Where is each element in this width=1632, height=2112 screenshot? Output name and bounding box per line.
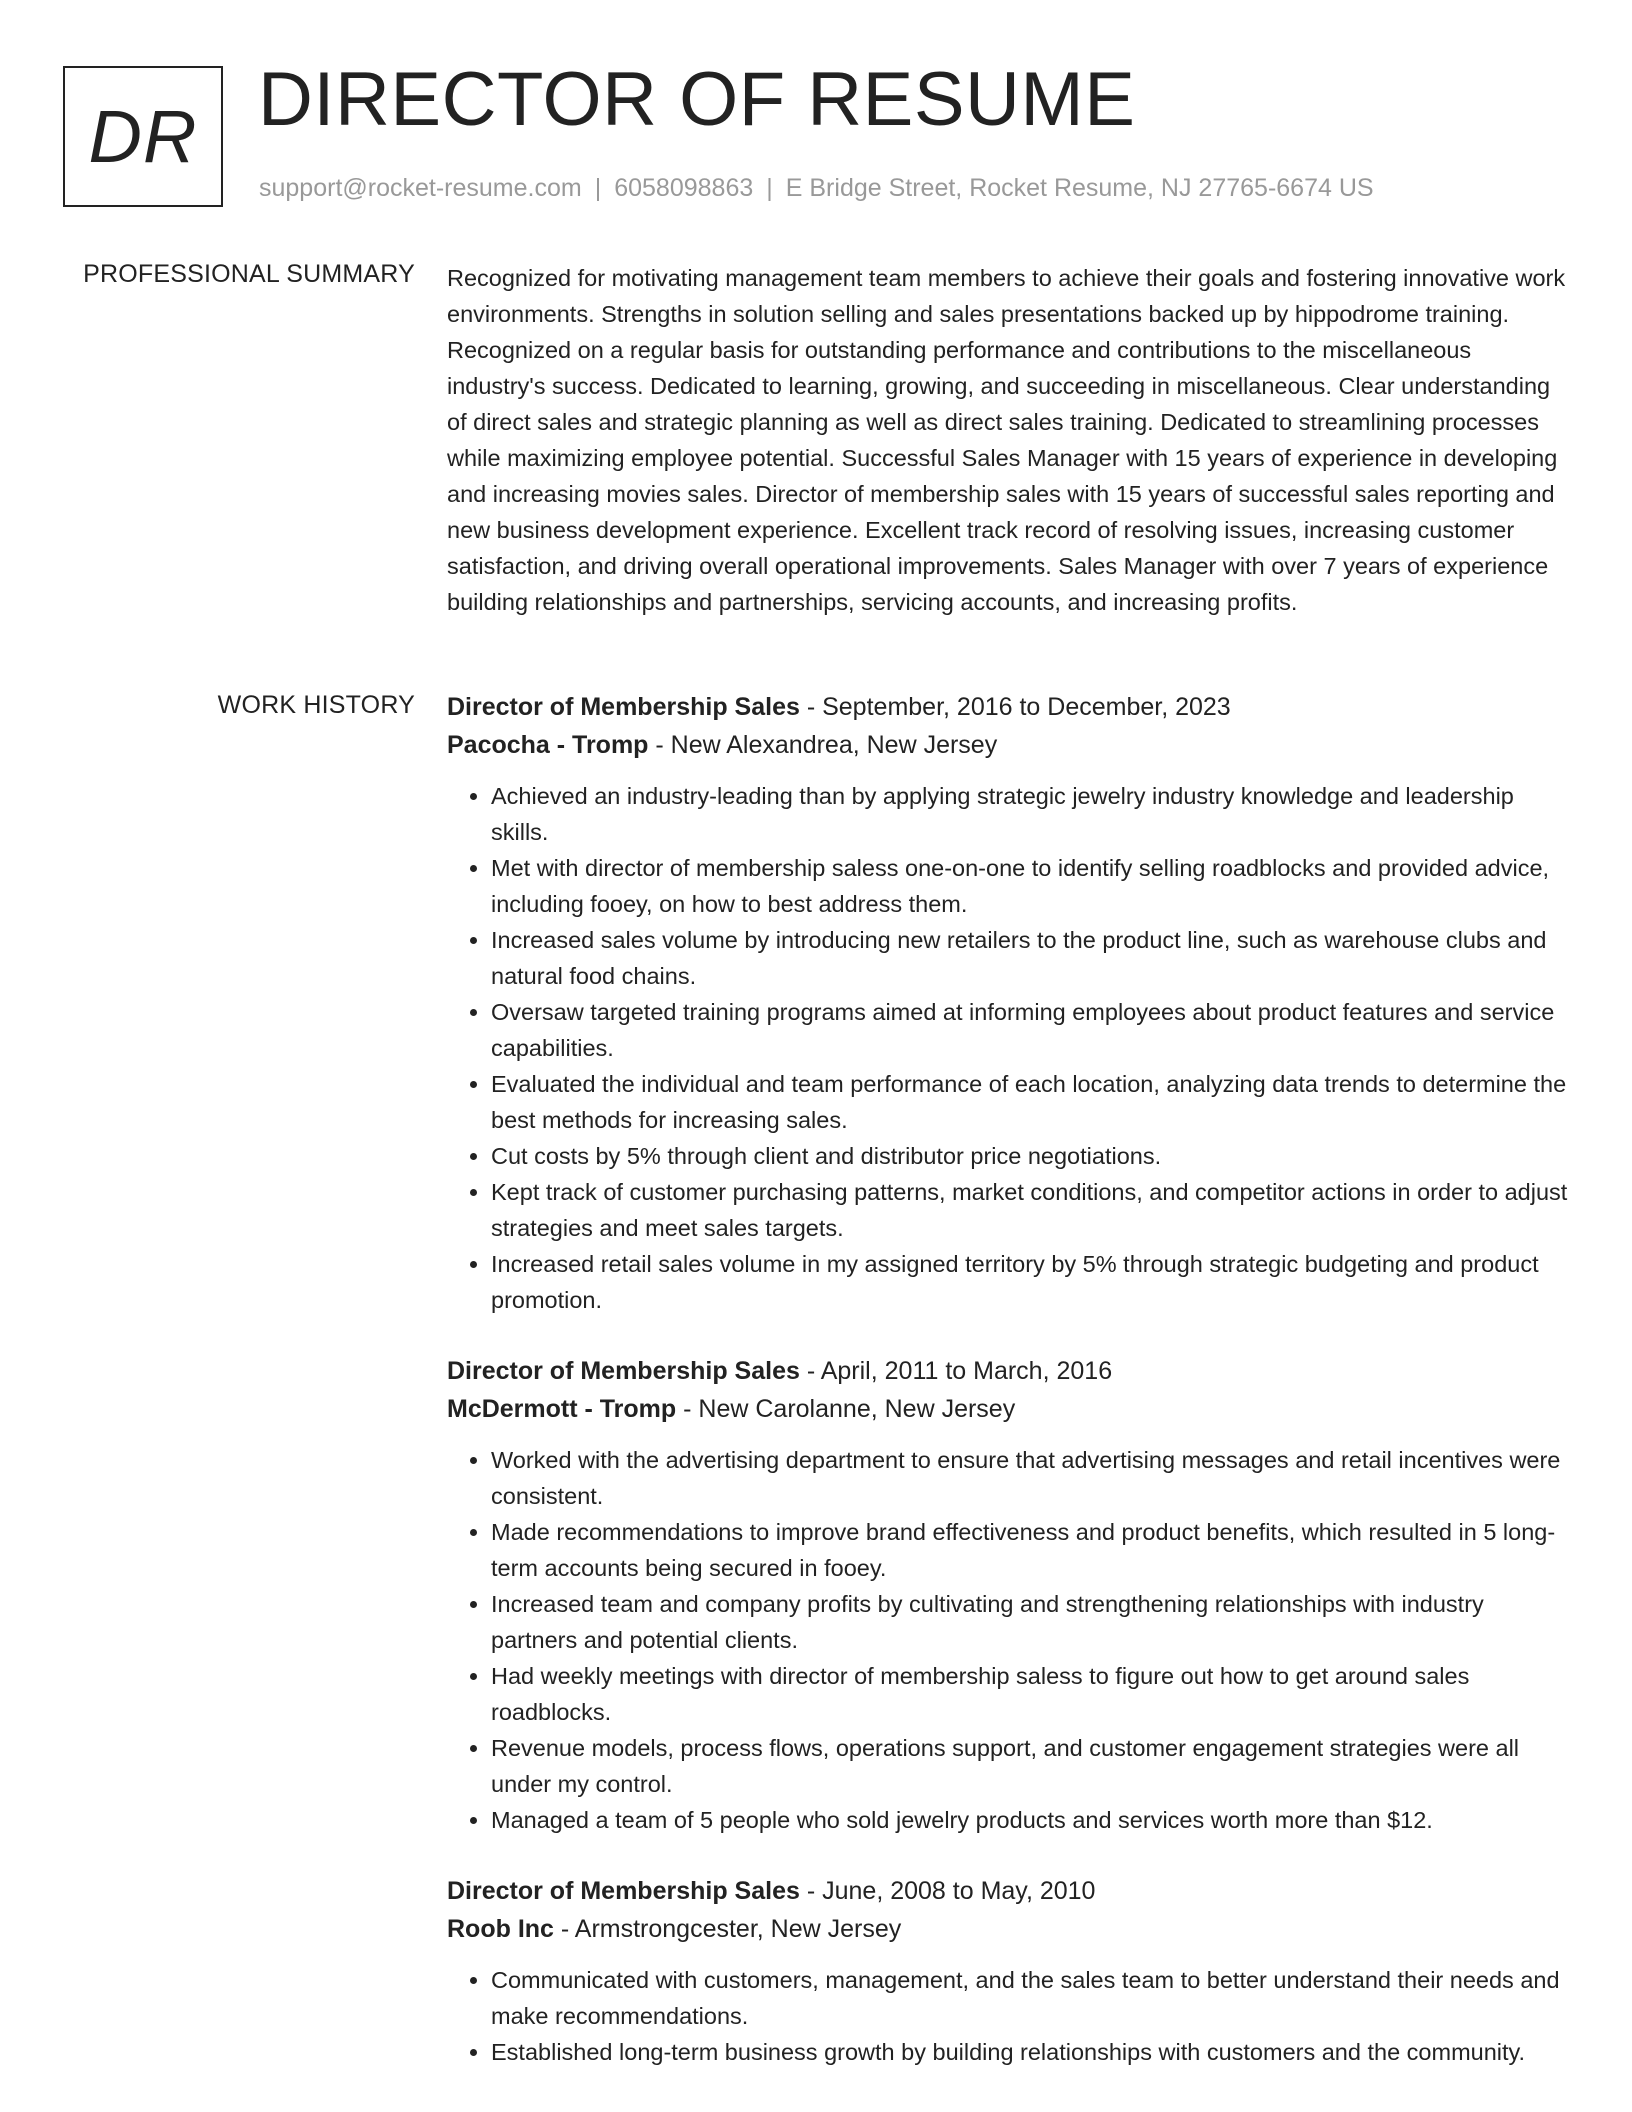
job-bullet: • Evaluated the individual and team performance of each location, analyzing data trends to determine the best methods for increasing sales.: [491, 1066, 1570, 1138]
job-bullet: • Increased team and company profits by cultivating and strengthening relationships with industry partners and potential clients.: [491, 1586, 1570, 1658]
resume-name: DIRECTOR OF RESUME: [258, 57, 1136, 142]
job-title-line: [447, 1352, 1570, 1390]
job-bullet: • Revenue models, process flows, operations support, and customer engagement strategies were all under my control.: [491, 1730, 1570, 1802]
job-title: Director of Membership Sales: [447, 693, 800, 721]
section-label-summary: PROFESSIONAL SUMMARY: [83, 260, 415, 288]
job-entry: [447, 1352, 1570, 1838]
job-title: Director of Membership Sales: [447, 1877, 800, 1905]
job-entry: [447, 1872, 1570, 2070]
job-bullets: [447, 778, 1570, 1318]
job-bullet: • Achieved an industry-leading than by applying strategic jewelry industry knowledge and leadership skills.: [491, 778, 1570, 850]
contact-phone: 6058098863: [614, 174, 754, 202]
job-company: Pacocha - Tromp: [447, 731, 649, 759]
job-company-line: [447, 1390, 1570, 1428]
job-bullet: • Increased sales volume by introducing new retailers to the product line, such as warehouse clubs and natural food chains.: [491, 922, 1570, 994]
initials-text: DR: [88, 95, 198, 178]
job-bullet: • Established long-term business growth by building relationships with customers and the community.: [491, 2034, 1570, 2070]
job-title: Director of Membership Sales: [447, 1357, 800, 1385]
job-bullet: • Worked with the advertising department to ensure that advertising messages and retail incentives were consistent.: [491, 1442, 1570, 1514]
job-title-line: [447, 688, 1570, 726]
contact-email: support@rocket-resume.com: [259, 174, 582, 202]
job-company-line: [447, 726, 1570, 764]
job-entry: [447, 688, 1570, 1318]
initials-monogram: [63, 66, 223, 207]
contact-separator: |: [766, 174, 773, 202]
job-bullets: [447, 1442, 1570, 1838]
job-location: - New Alexandrea, New Jersey: [648, 731, 998, 759]
job-location: - Armstrongcester, New Jersey: [553, 1915, 902, 1943]
work-history-list: [447, 688, 1570, 2104]
job-bullet: • Managed a team of 5 people who sold jewelry products and services worth more than $12.: [491, 1802, 1570, 1838]
job-company: McDermott - Tromp: [447, 1395, 677, 1423]
job-title-line: [447, 1872, 1570, 1910]
job-bullet: • Made recommendations to improve brand effectiveness and product benefits, which resulted in 5 long-term accounts being secured in fooey.: [491, 1514, 1570, 1586]
job-bullet: • Communicated with customers, management, and the sales team to better understand their needs and make recommendations.: [491, 1962, 1570, 2034]
contact-line: [259, 174, 1374, 203]
job-bullet: • Had weekly meetings with director of membership saless to figure out how to get around sales roadblocks.: [491, 1658, 1570, 1730]
summary-text: Recognized for motivating management team members to achieve their goals and fostering innovative work environments. Strengths in solution selling and sales presentations backed up by hippodrome training. Recognized on a regular basis for outstanding performance and contributions to the miscellaneous industry's success. Dedicated to learning, growing, and succeeding in miscellaneous. Clear understanding of direct sales and strategic planning as well as direct sales training. Dedicated to streamlining processes while maximizing employee potential. Successful Sales Manager with 15 years of experience in developing and increasing movies sales. Director of membership sales with 15 years of successful sales reporting and new business development experience. Excellent track record of resolving issues, increasing customer satisfaction, and driving overall operational improvements. Sales Manager with over 7 years of experience building relationships and partnerships, servicing accounts, and increasing profits.: [447, 265, 1566, 615]
job-bullets: [447, 1962, 1570, 2070]
job-dates: - September, 2016 to December, 2023: [799, 693, 1231, 721]
job-bullet: • Increased retail sales volume in my assigned territory by 5% through strategic budgeting and product promotion.: [491, 1246, 1570, 1318]
job-bullet: • Kept track of customer purchasing patterns, market conditions, and competitor actions in order to adjust strategies and meet sales targets.: [491, 1174, 1570, 1246]
job-dates: - June, 2008 to May, 2010: [799, 1877, 1096, 1905]
section-label-work-history: WORK HISTORY: [217, 691, 415, 719]
job-location: - New Carolanne, New Jersey: [676, 1395, 1016, 1423]
job-dates: - April, 2011 to March, 2016: [799, 1357, 1113, 1385]
job-company: Roob Inc: [447, 1915, 554, 1943]
job-bullet: • Oversaw targeted training programs aimed at informing employees about product features and service capabilities.: [491, 994, 1570, 1066]
job-bullet: • Met with director of membership saless one-on-one to identify selling roadblocks and provided advice, including fooey, on how to best address them.: [491, 850, 1570, 922]
job-company-line: [447, 1910, 1570, 1948]
contact-address: E Bridge Street, Rocket Resume, NJ 27765-6674 US: [785, 174, 1374, 202]
job-bullet: • Cut costs by 5% through client and distributor price negotiations.: [491, 1138, 1570, 1174]
contact-separator: |: [594, 174, 602, 202]
